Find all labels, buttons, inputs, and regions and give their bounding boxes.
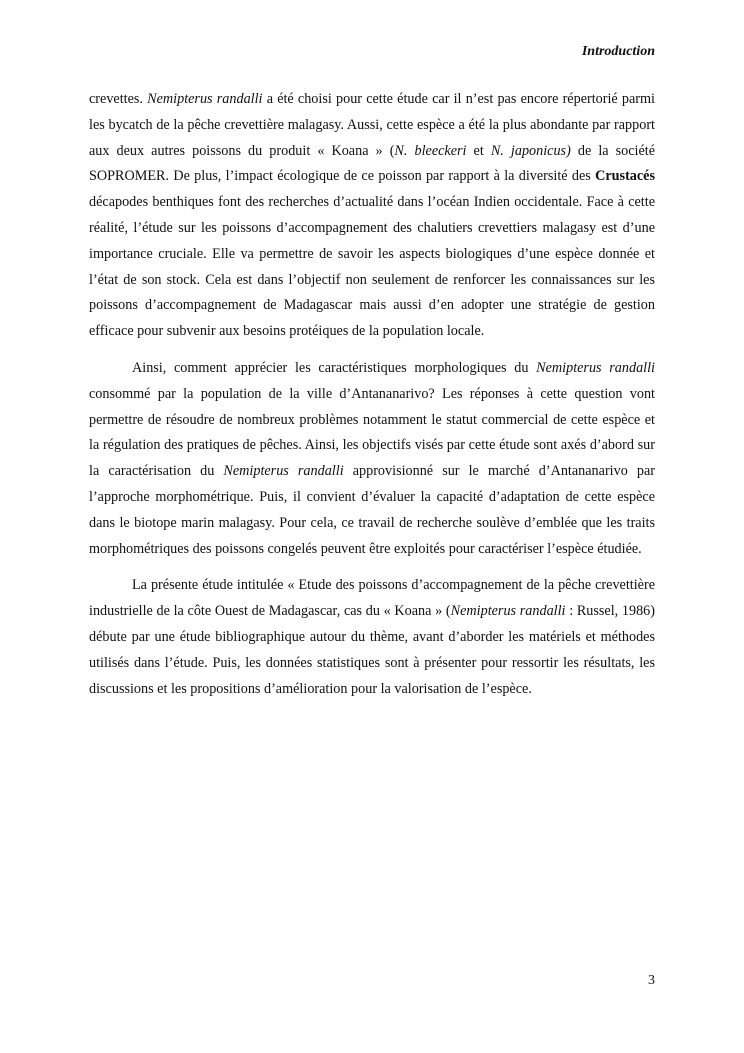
text-run: et	[466, 142, 491, 159]
text-run: de la société SOPROMER. De plus, l’impact écologique de ce poisson par rapport à la diversité des	[89, 142, 655, 185]
text-run: Ainsi, comment apprécier les caractéristiques morphologiques du	[132, 359, 537, 376]
page-number: 3	[648, 973, 655, 988]
text-run: décapodes benthiques font des recherches d’actualité dans l’océan Indien occidentale. Face à cette réalité, l’étude sur les poissons d’accompagnement des chalutiers crevettiers malagasy est d’une importance cruciale. Elle va permettre de savoir les aspects biologiques d’une espèce donnée et l’état de son stock. Cela est dans l’objectif non seulement de renforcer les connaissances sur les poissons d’accompagnement de Madagascar mais aussi d’en adopter une stratégie de gestion efficace pour subvenir aux besoins protéiques de la population locale.	[89, 194, 655, 340]
text-run: a été choisi pour cette étude car il n’est pas encore répertorié parmi les bycatch de la pêche crevettière malagasy. Aussi, cette espèce a été la plus abondante par rapport aux deux autres poissons du produit « Koana » (	[89, 91, 655, 159]
italic-text: N. japonicus)	[490, 142, 571, 159]
body-paragraph	[89, 356, 655, 562]
body-paragraph	[89, 573, 655, 702]
italic-text: N. bleeckeri	[394, 142, 467, 159]
italic-text: Nemipterus randalli	[450, 603, 566, 620]
italic-text: Nemipterus randalli	[223, 463, 344, 480]
body-paragraph	[89, 87, 655, 345]
page-body	[89, 87, 655, 713]
italic-text: Nemipterus randalli	[536, 359, 655, 376]
text-run: approvisionné sur le marché d’Antananarivo par l’approche morphométrique. Puis, il convient d’évaluer la capacité d’adaptation de cette espèce dans le biotope marin malagasy. Pour cela, ce travail de recherche soulève d’emblée que les traits morphométriques des poissons congelés peuvent être exploités pour caractériser l’espèce étudiée.	[89, 463, 656, 557]
text-run: La présente étude intitulée « Etude des poissons d’accompagnement de la pêche crevettière industrielle de la côte Ouest de Madagascar, cas du « Koana » (	[89, 577, 655, 620]
text-run: crevettes.	[89, 91, 148, 107]
running-header: Introduction	[581, 44, 655, 59]
italic-text: Nemipterus randalli	[147, 91, 263, 107]
text-run: consommé par la population de la ville d’Antananarivo? Les réponses à cette question vont permettre de résoudre de nombreux problèmes notamment le statut commercial de cette espèce et la régulation des pratiques de pêches. Ainsi, les objectifs visés par cette étude sont axés d’abord sur la caractérisation du	[89, 385, 655, 480]
bold-text: Crustacés	[595, 168, 655, 185]
text-run: : Russel, 1986) débute par une étude bibliographique autour du thème, avant d’aborder les matériels et méthodes utilisés dans l’étude. Puis, les données statistiques sont à présenter pour ressortir les résultats, les discussions et les propositions d’amélioration pour la valorisation de l’espèce.	[89, 603, 656, 697]
